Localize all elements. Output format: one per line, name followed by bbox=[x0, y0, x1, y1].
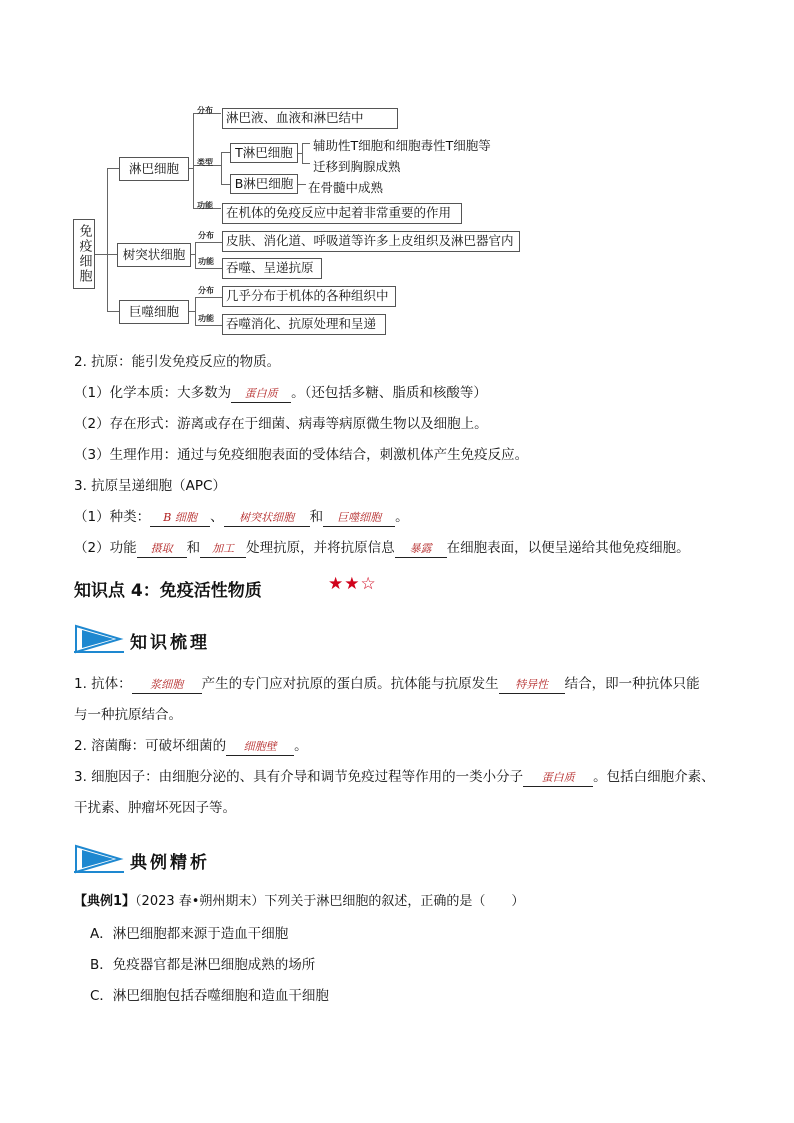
answer-blank: 特异性 bbox=[499, 677, 565, 694]
lysozyme-line: 2. 溶菌酶：可破坏细菌的 细胞壁 。 bbox=[74, 738, 308, 754]
answer-blank: 蛋白质 bbox=[523, 770, 593, 787]
lymph-function-box: 在机体的免疫反应中起着非常重要的作用 bbox=[222, 203, 462, 224]
example-stem: 【典例1】（2023 春•朔州期末）下列关于淋巴细胞的叙述，正确的是（ ） bbox=[74, 894, 525, 909]
antibody-line-2: 与一种抗原结合。 bbox=[74, 707, 182, 723]
section-heading: 知识点 4：免疫活性物质 bbox=[74, 581, 262, 601]
b-cell-box: B淋巴细胞 bbox=[230, 174, 298, 194]
antibody-line: 1. 抗体： 浆细胞 产生的专门应对抗原的蛋白质。抗体能与抗原发生 特异性 结合，即一种抗体只能 bbox=[74, 676, 700, 692]
root-box bbox=[73, 219, 95, 289]
example-label: 【典例1】 bbox=[74, 894, 136, 909]
t-cell-note-2: 迁移到胸腺成熟 bbox=[313, 159, 401, 174]
answer-blank: 暴露 bbox=[395, 541, 447, 558]
macrophage-function-box: 吞噬消化、抗原处理和呈递 bbox=[222, 314, 386, 335]
macrophage-distribution-box: 几乎分布于机体的各种组织中 bbox=[222, 286, 396, 307]
lymphocyte-box: 淋巴细胞 bbox=[119, 157, 189, 181]
cytokine-line-2: 干扰素、肿瘤坏死因子等。 bbox=[74, 800, 236, 816]
knowledge-banner bbox=[74, 622, 254, 656]
antigen-chemical-nature: （1）化学本质：大多数为 蛋白质 。（还包括多糖、脂质和核酸等） bbox=[74, 385, 487, 401]
answer-blank: 摄取 bbox=[137, 541, 187, 558]
apc-function: （2）功能 摄取 和 加工 处理抗原，并将抗原信息 暴露 在细胞表面，以便呈递给其他免疫细胞。 bbox=[74, 540, 690, 556]
answer-blank: 加工 bbox=[200, 541, 246, 558]
answer-blank: 细胞壁 bbox=[226, 739, 294, 756]
t-cell-box: T淋巴细胞 bbox=[230, 143, 298, 163]
banner-arrow-icon bbox=[74, 622, 124, 656]
difficulty-stars: ★★☆ bbox=[328, 574, 377, 594]
apc-title: 3. 抗原呈递细胞（APC） bbox=[74, 478, 226, 494]
banner-title: 知识梳理 bbox=[130, 633, 210, 653]
lymph-distribution-box: 淋巴液、血液和淋巴结中 bbox=[222, 108, 398, 129]
example-banner bbox=[74, 842, 254, 876]
cytokine-line: 3. 细胞因子：由细胞分泌的、具有介导和调节免疫过程等作用的一类小分子 蛋白质 。包括白细胞介素、 bbox=[74, 769, 715, 785]
answer-blank: 蛋白质 bbox=[231, 386, 291, 403]
banner-arrow-icon bbox=[74, 842, 124, 876]
answer-blank: B 细胞 bbox=[150, 510, 210, 527]
apc-kinds: （1）种类： B 细胞 、 树突状细胞 和 巨噬细胞 。 bbox=[74, 509, 409, 525]
option-a: A．淋巴细胞都来源于造血干细胞 bbox=[90, 926, 289, 942]
answer-blank: 浆细胞 bbox=[132, 677, 202, 694]
antigen-form: （2）存在形式：游离或存在于细菌、病毒等病原微生物以及细胞上。 bbox=[74, 416, 488, 432]
b-cell-note: 在骨髓中成熟 bbox=[308, 180, 384, 195]
option-b: B．免疫器官都是淋巴细胞成熟的场所 bbox=[90, 957, 316, 973]
option-c: C．淋巴细胞包括吞噬细胞和造血干细胞 bbox=[90, 988, 329, 1004]
answer-blank: 巨噬细胞 bbox=[323, 510, 395, 527]
macrophage-box: 巨噬细胞 bbox=[119, 300, 189, 324]
antigen-function: （3）生理作用：通过与免疫细胞表面的受体结合，刺激机体产生免疫反应。 bbox=[74, 447, 529, 463]
dendritic-function-box: 吞噬、呈递抗原 bbox=[222, 258, 322, 279]
answer-blank: 树突状细胞 bbox=[224, 510, 310, 527]
banner-title: 典例精析 bbox=[130, 853, 210, 873]
antigen-title: 2. 抗原：能引发免疫反应的物质。 bbox=[74, 354, 281, 370]
t-cell-note-1: 辅助性T细胞和细胞毒性T细胞等 bbox=[313, 138, 491, 153]
root-label: 免疫细胞 bbox=[76, 224, 92, 284]
dendritic-cell-box: 树突状细胞 bbox=[117, 243, 191, 267]
dendritic-distribution-box: 皮肤、消化道、呼吸道等许多上皮组织及淋巴器官内 bbox=[222, 231, 520, 252]
